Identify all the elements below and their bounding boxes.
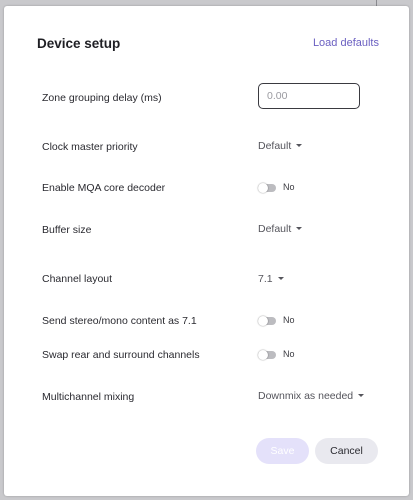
buffer-size-dropdown[interactable] xyxy=(258,223,302,235)
dialog-title: Device setup xyxy=(37,36,121,51)
enable-mqa-state: No xyxy=(283,182,295,192)
toggle-knob xyxy=(258,316,268,326)
swap-rear-surround-label: Swap rear and surround channels xyxy=(42,349,200,361)
chevron-down-icon xyxy=(296,144,302,147)
clock-master-priority-dropdown[interactable] xyxy=(258,140,302,152)
zone-grouping-delay-input[interactable]: 0.00 xyxy=(258,83,360,109)
channel-layout-label: Channel layout xyxy=(42,273,113,285)
channel-layout-dropdown[interactable] xyxy=(258,273,284,285)
multichannel-mixing-dropdown[interactable] xyxy=(258,390,364,402)
swap-rear-surround-state: No xyxy=(283,349,295,359)
cancel-button[interactable]: Cancel xyxy=(315,438,378,464)
clock-master-priority-label: Clock master priority xyxy=(42,141,138,153)
buffer-size-label: Buffer size xyxy=(42,224,92,236)
chevron-down-icon xyxy=(296,227,302,230)
enable-mqa-label: Enable MQA core decoder xyxy=(42,182,166,194)
send-stereo-mono-label: Send stereo/mono content as 7.1 xyxy=(42,315,197,327)
zone-grouping-delay-label: Zone grouping delay (ms) xyxy=(42,92,162,104)
device-setup-dialog xyxy=(4,6,409,496)
toggle-knob xyxy=(258,350,268,360)
load-defaults-link[interactable]: Load defaults xyxy=(312,37,379,49)
clock-master-priority-value: Default xyxy=(258,140,292,152)
buffer-size-value: Default xyxy=(258,223,292,235)
multichannel-mixing-value: Downmix as needed xyxy=(258,390,354,402)
chevron-down-icon xyxy=(358,394,364,397)
chevron-down-icon xyxy=(278,277,284,280)
channel-layout-value: 7.1 xyxy=(258,273,273,285)
send-stereo-mono-state: No xyxy=(283,315,295,325)
save-button[interactable]: Save xyxy=(256,438,309,464)
multichannel-mixing-label: Multichannel mixing xyxy=(42,391,135,403)
toggle-knob xyxy=(258,183,268,193)
